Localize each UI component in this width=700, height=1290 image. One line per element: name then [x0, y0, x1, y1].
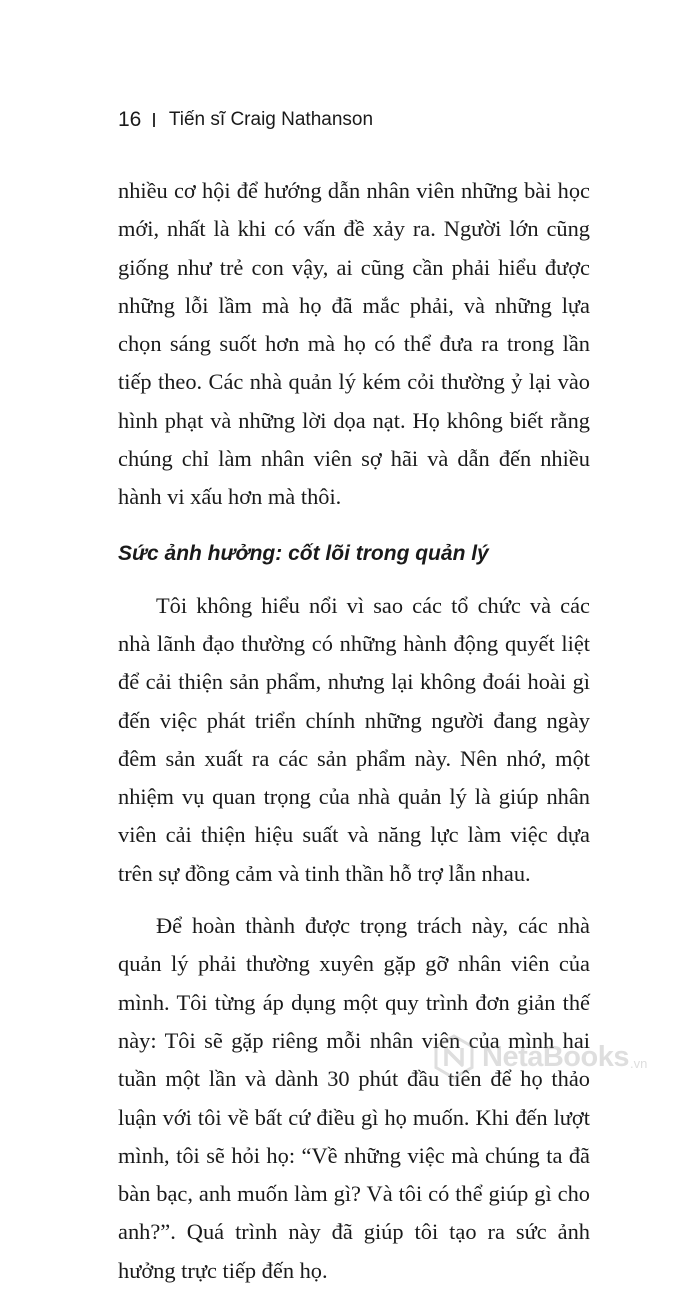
- page-body: [118, 172, 590, 1290]
- header-divider: [153, 113, 155, 127]
- publisher-watermark: [430, 1033, 647, 1081]
- paragraph-continued: nhiều cơ hội để hướng dẫn nhân viên những bài học mới, nhất là khi có vấn đề xảy ra. Người lớn cũng giống như trẻ con vậy, ai cũng cần phải hiểu được những lỗi lầm mà họ đã mắc phải, và những lựa chọn sáng suốt hơn mà họ có thể đưa ra trong lần tiếp theo. Các nhà quản lý kém cỏi thường ỷ lại vào hình phạt và những lời dọa nạt. Họ không biết rằng chúng chỉ làm nhân viên sợ hãi và dẫn đến nhiều hành vi xấu hơn mà thôi.: [118, 178, 590, 510]
- paragraph: Tôi không hiểu nổi vì sao các tổ chức và các nhà lãnh đạo thường có những hành động quyết liệt để cải thiện sản phẩm, nhưng lại không đoái hoài gì đến việc phát triển chính những người đang ngày đêm sản xuất ra các sản phẩm này. Nên nhớ, một nhiệm vụ quan trọng của nhà quản lý là giúp nhân viên cải thiện hiệu suất và năng lực làm việc dựa trên sự đồng cảm và tinh thần hỗ trợ lẫn nhau.: [118, 592, 590, 886]
- watermark-brand: NetaBooks: [482, 1040, 629, 1073]
- section-heading: Sức ảnh hưởng: cốt lõi trong quản lý: [118, 541, 489, 565]
- netabooks-logo-icon: [430, 1033, 478, 1081]
- page-number: 16: [118, 108, 142, 131]
- running-header: [118, 108, 373, 132]
- paragraph: Để hoàn thành được trọng trách này, các nhà quản lý phải thường xuyên gặp gỡ nhân viên của mình. Tôi từng áp dụng một quy trình đơn giản thế này: Tôi sẽ gặp riêng mỗi nhân viên của mình hai tuần một lần và dành 30 phút đầu tiên để họ thảo luận với tôi về bất cứ điều gì họ muốn. Khi đến lượt mình, tôi sẽ hỏi họ: “Về những việc mà chúng ta đã bàn bạc, anh muốn làm gì? Và tôi có thể giúp gì cho anh?”. Quá trình này đã giúp tôi tạo ra sức ảnh hưởng trực tiếp đến họ.: [118, 913, 590, 1283]
- watermark-tld: .vn: [630, 1055, 648, 1071]
- running-title: Tiến sĩ Craig Nathanson: [168, 109, 374, 130]
